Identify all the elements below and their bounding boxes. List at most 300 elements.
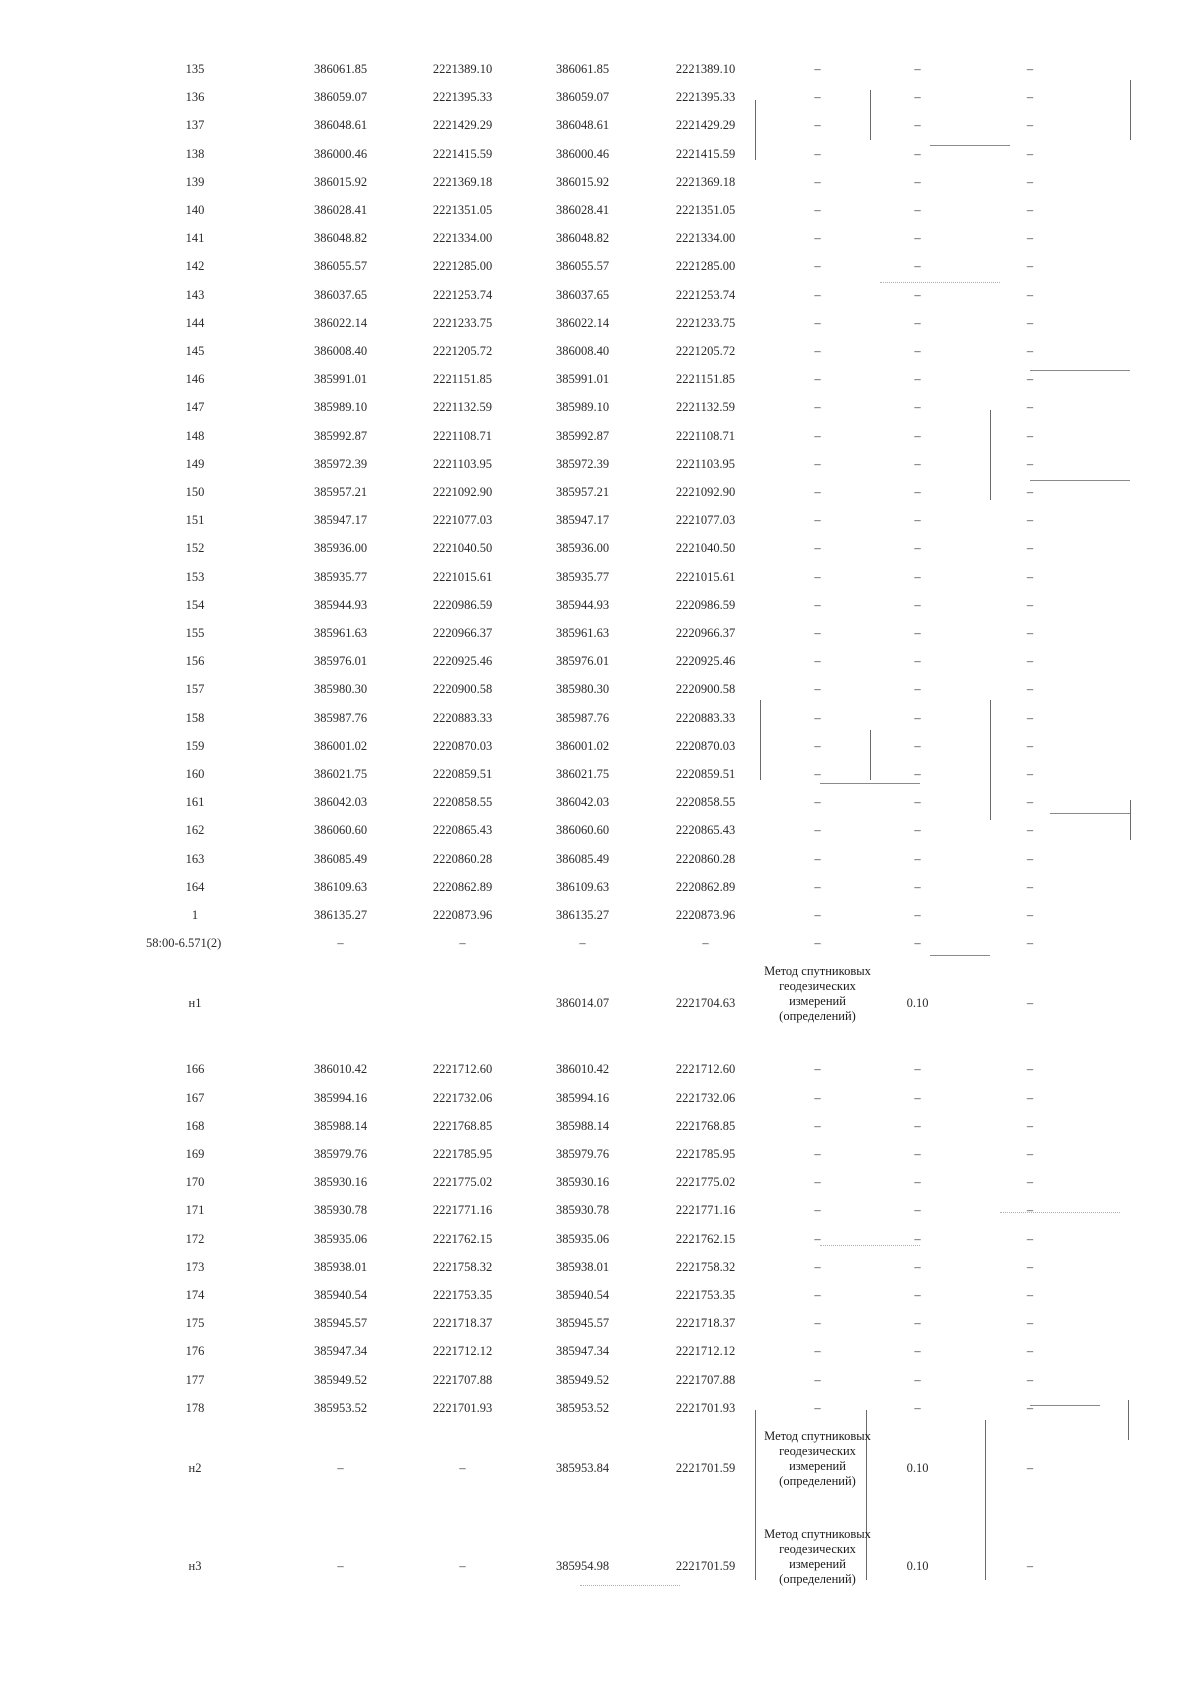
cell-y-existing: 2221718.37	[432, 1316, 493, 1331]
cell-y-new: 2221415.59	[675, 146, 736, 161]
cell-x-new: 385930.78	[555, 1203, 610, 1218]
cell-x-new: 385979.76	[555, 1147, 610, 1161]
cell-method: –	[814, 203, 821, 217]
table-row	[0, 1232, 1200, 1252]
table-row	[0, 570, 1200, 590]
cell-point-number: 58:00-6.571(2)	[146, 936, 222, 951]
cell-x-new: 386059.07	[555, 90, 610, 105]
cell-x-existing: 385972.39	[313, 456, 368, 471]
cell-y-new: 2221758.32	[675, 1259, 736, 1274]
cell-accuracy: –	[914, 372, 921, 387]
cell-description: –	[1026, 485, 1034, 499]
cell-point-number: н1	[188, 996, 202, 1011]
cell-x-existing: 386048.61	[313, 118, 368, 133]
cell-accuracy: –	[914, 146, 921, 161]
cell-x-new: 386037.65	[555, 287, 610, 302]
cell-point-number: 149	[185, 456, 205, 471]
cell-x-existing: 386037.65	[313, 287, 368, 302]
cell-accuracy: –	[914, 597, 921, 612]
cell-accuracy: –	[914, 851, 921, 866]
cell-x-existing: 385979.76	[313, 1147, 368, 1161]
cell-description: –	[1026, 996, 1034, 1011]
cell-point-number: 135	[185, 62, 205, 76]
cell-description: –	[1026, 851, 1034, 866]
cell-x-existing: 386010.42	[313, 1062, 368, 1077]
cell-description: –	[1026, 1175, 1034, 1190]
cell-method: –	[814, 1316, 821, 1331]
cell-accuracy: –	[914, 259, 921, 274]
cell-y-existing: 2221732.06	[432, 1090, 493, 1105]
cell-y-existing: 2221369.18	[432, 174, 493, 189]
cell-x-new: 385992.87	[555, 428, 610, 443]
cell-accuracy: –	[914, 231, 921, 246]
cell-y-new: 2221732.06	[675, 1090, 736, 1105]
table-row	[0, 288, 1200, 308]
cell-x-new: 386015.92	[555, 174, 610, 189]
cell-accuracy: –	[914, 654, 921, 669]
cell-point-number: 157	[185, 682, 205, 697]
cell-accuracy: –	[914, 1203, 921, 1218]
cell-y-new: 2221429.29	[675, 118, 736, 133]
cell-accuracy: –	[914, 90, 921, 105]
table-row	[0, 372, 1200, 392]
cell-point-number: 156	[185, 654, 205, 669]
cell-description: –	[1026, 62, 1034, 76]
cell-description: –	[1026, 541, 1034, 556]
cell-y-existing: 2221233.75	[432, 315, 493, 330]
cell-y-new: 2220900.58	[675, 682, 736, 697]
cell-y-new: 2221718.37	[675, 1316, 736, 1331]
cell-y-existing: 2221334.00	[432, 231, 493, 246]
cell-y-existing: 2220865.43	[432, 823, 493, 838]
cell-accuracy: –	[914, 541, 921, 556]
cell-y-new: 2221712.60	[675, 1062, 736, 1077]
cell-x-existing: 385936.00	[313, 541, 368, 556]
cell-y-existing: 2221775.02	[432, 1175, 493, 1190]
cell-accuracy: –	[914, 823, 921, 838]
cell-y-existing: 2221707.88	[432, 1372, 493, 1387]
cell-accuracy: –	[914, 1090, 921, 1105]
cell-point-number: 152	[185, 541, 205, 556]
cell-x-new: 385953.84	[555, 1461, 610, 1475]
cell-x-new: 386042.03	[555, 795, 610, 810]
cell-x-new: 386085.49	[555, 851, 610, 866]
cell-point-number: 166	[185, 1062, 205, 1077]
cell-point-number: 145	[185, 344, 205, 358]
cell-x-existing: 385940.54	[313, 1288, 368, 1302]
cell-description: –	[1026, 1288, 1034, 1302]
table-row	[0, 1288, 1200, 1308]
table-row	[0, 1316, 1200, 1336]
cell-x-existing: 386022.14	[313, 315, 368, 330]
table-row	[0, 1527, 1200, 1617]
table-row	[0, 1429, 1200, 1519]
cell-y-new: 2220858.55	[675, 795, 736, 810]
cell-x-existing: 385953.52	[313, 1400, 368, 1415]
cell-x-new: 386021.75	[555, 767, 610, 781]
cell-y-new: 2220925.46	[675, 654, 736, 669]
table-row	[0, 1175, 1200, 1195]
cell-x-new: 386014.07	[555, 996, 610, 1011]
cell-description: –	[1026, 936, 1034, 951]
scan-line	[880, 282, 1000, 284]
cell-y-new: 2221707.88	[675, 1372, 736, 1387]
cell-y-existing: 2220858.55	[432, 795, 493, 810]
cell-y-new: 2220883.33	[675, 710, 736, 725]
cell-description: –	[1026, 400, 1034, 415]
cell-accuracy: –	[914, 767, 921, 781]
cell-accuracy: –	[914, 344, 921, 358]
cell-y-existing: 2221205.72	[432, 344, 493, 358]
table-row	[0, 231, 1200, 251]
cell-method: –	[814, 851, 821, 866]
cell-x-existing: 386028.41	[313, 203, 368, 217]
cell-x-new: 386022.14	[555, 315, 610, 330]
cell-x-existing: 386001.02	[313, 738, 368, 753]
cell-method: –	[814, 682, 821, 697]
table-row	[0, 118, 1200, 138]
cell-accuracy: –	[914, 936, 921, 951]
cell-method: –	[814, 1203, 821, 1218]
cell-x-existing: 385949.52	[313, 1372, 368, 1387]
cell-point-number: 164	[185, 879, 205, 894]
cell-description: –	[1026, 259, 1034, 274]
table-row	[0, 908, 1200, 928]
cell-point-number: 140	[185, 203, 205, 217]
cell-point-number: 148	[185, 428, 205, 443]
cell-accuracy: –	[914, 1344, 921, 1359]
cell-point-number: 1	[191, 908, 199, 922]
cell-point-number: 138	[185, 146, 205, 161]
cell-description: –	[1026, 1559, 1034, 1573]
cell-y-new: 2221205.72	[675, 344, 736, 358]
cell-description: –	[1026, 1090, 1034, 1105]
cell-y-existing: 2221103.95	[433, 456, 492, 471]
cell-method: –	[814, 710, 821, 725]
cell-method: –	[814, 372, 821, 387]
cell-y-existing: 2221077.03	[432, 513, 493, 528]
cell-point-number: 154	[185, 597, 205, 612]
cell-y-new: 2221351.05	[675, 203, 736, 217]
cell-y-new: 2220862.89	[675, 879, 736, 894]
cell-y-new: 2220860.28	[675, 851, 736, 866]
table-row	[0, 344, 1200, 364]
cell-method: –	[814, 1372, 821, 1387]
cell-y-existing: 2220870.03	[432, 738, 493, 753]
cell-y-new: 2221762.15	[675, 1231, 736, 1246]
cell-accuracy: –	[914, 795, 921, 810]
cell-description: –	[1026, 1259, 1034, 1274]
cell-method: –	[814, 936, 821, 951]
cell-x-existing: 386055.57	[313, 259, 368, 274]
cell-point-number: н3	[188, 1559, 202, 1573]
cell-y-existing: 2221762.15	[432, 1231, 493, 1246]
cell-accuracy: –	[914, 1175, 921, 1190]
table-row	[0, 1260, 1200, 1280]
cell-point-number: 143	[185, 287, 205, 302]
cell-y-existing: 2221712.60	[432, 1062, 493, 1077]
cell-x-existing: 386048.82	[313, 231, 368, 246]
cell-method: –	[814, 315, 821, 330]
table-row	[0, 823, 1200, 843]
cell-y-existing: 2221040.50	[432, 541, 493, 556]
cell-x-existing: 386000.46	[313, 146, 368, 161]
cell-method: –	[814, 456, 821, 471]
cell-point-number: 172	[185, 1231, 205, 1246]
cell-method: –	[814, 428, 821, 443]
cell-method: –	[814, 908, 821, 922]
cell-method: –	[814, 344, 821, 358]
cell-y-new: 2221369.18	[675, 174, 736, 189]
cell-point-number: 142	[185, 259, 205, 274]
cell-x-new: 385972.39	[555, 456, 610, 471]
cell-x-new: 385989.10	[555, 400, 610, 415]
cell-x-existing: 385947.34	[313, 1344, 368, 1359]
cell-y-new: 2221712.12	[675, 1344, 736, 1359]
cell-y-new: 2221785.95	[675, 1147, 736, 1161]
cell-x-existing: 385930.16	[313, 1175, 368, 1190]
cell-x-new: –	[579, 936, 586, 951]
cell-y-new: 2221253.74	[675, 287, 736, 302]
cell-y-new: 2221701.93	[675, 1400, 736, 1415]
cell-description: –	[1026, 682, 1034, 697]
cell-description: –	[1026, 823, 1034, 838]
cell-y-new: 2220859.51	[675, 767, 736, 781]
cell-x-existing: 385987.76	[313, 710, 368, 725]
cell-x-new: 385936.00	[555, 541, 610, 556]
cell-accuracy: –	[914, 738, 921, 753]
cell-x-new: 385930.16	[555, 1175, 610, 1190]
cell-x-existing: 385991.01	[313, 372, 368, 387]
cell-y-new: 2220870.03	[675, 738, 736, 753]
cell-accuracy: 0.10	[906, 1461, 929, 1475]
cell-x-new: 385953.52	[555, 1400, 610, 1415]
cell-method: Метод спутниковых геодезических измерений (определений)	[764, 1527, 871, 1586]
cell-x-existing: 386015.92	[313, 174, 368, 189]
cell-method: –	[814, 1090, 821, 1105]
cell-accuracy: –	[914, 1147, 921, 1161]
cell-description: –	[1026, 287, 1034, 302]
cell-method: –	[814, 569, 821, 584]
cell-x-new: 385957.21	[555, 485, 610, 499]
cell-x-new: 385976.01	[555, 654, 610, 669]
cell-method: –	[814, 1062, 821, 1077]
cell-method: –	[814, 654, 821, 669]
cell-point-number: 155	[185, 626, 205, 640]
table-row	[0, 1401, 1200, 1421]
cell-point-number: 168	[185, 1118, 205, 1133]
cell-y-new: 2221077.03	[675, 513, 736, 528]
cell-accuracy: 0.10	[906, 1559, 929, 1573]
cell-point-number: 173	[185, 1259, 205, 1274]
cell-y-new: 2221092.90	[675, 485, 736, 499]
cell-x-existing: 386008.40	[313, 344, 368, 358]
cell-x-existing: 386021.75	[313, 767, 368, 781]
cell-accuracy: –	[914, 287, 921, 302]
cell-method: –	[814, 823, 821, 838]
cell-y-existing: 2220873.96	[432, 908, 493, 922]
scan-line	[1030, 370, 1130, 371]
cell-point-number: 147	[185, 400, 205, 415]
cell-y-new: 2221768.85	[675, 1118, 736, 1133]
cell-method: –	[814, 62, 821, 76]
cell-x-existing: 385980.30	[313, 682, 368, 697]
cell-description: –	[1026, 513, 1034, 528]
table-row	[0, 795, 1200, 815]
cell-x-existing: 385935.77	[313, 569, 368, 584]
cell-accuracy: –	[914, 1316, 921, 1331]
table-row	[0, 62, 1200, 82]
cell-accuracy: –	[914, 428, 921, 443]
cell-description: –	[1026, 1316, 1034, 1331]
cell-accuracy: –	[914, 513, 921, 528]
cell-y-existing: 2221701.93	[432, 1400, 493, 1415]
cell-x-existing: 385947.17	[313, 513, 368, 528]
cell-x-new: 385947.34	[555, 1344, 610, 1359]
cell-description: –	[1026, 1372, 1034, 1387]
cell-point-number: 167	[185, 1090, 205, 1105]
cell-point-number: 162	[185, 823, 205, 838]
cell-point-number: 151	[185, 513, 205, 528]
cell-x-new: 386055.57	[555, 259, 610, 274]
cell-y-existing: –	[459, 1559, 466, 1573]
table-row	[0, 1119, 1200, 1139]
cell-y-existing: 2221768.85	[432, 1118, 493, 1133]
table-row	[0, 400, 1200, 420]
cell-y-new: 2220873.96	[675, 908, 736, 922]
cell-method: –	[814, 174, 821, 189]
cell-x-new: 385938.01	[555, 1259, 610, 1274]
cell-x-new: 385949.52	[555, 1372, 610, 1387]
cell-description: –	[1026, 879, 1034, 894]
cell-accuracy: –	[914, 682, 921, 697]
cell-x-existing: 385988.14	[313, 1118, 368, 1133]
table-row	[0, 1373, 1200, 1393]
cell-y-new: 2221040.50	[675, 541, 736, 556]
cell-point-number: 178	[185, 1400, 205, 1415]
cell-x-new: 386048.82	[555, 231, 610, 246]
cell-x-existing: 385935.06	[313, 1231, 368, 1246]
cell-point-number: 144	[185, 315, 205, 330]
cell-description: –	[1026, 738, 1034, 753]
table-row	[0, 598, 1200, 618]
cell-x-new: 385980.30	[555, 682, 610, 697]
cell-method: –	[814, 767, 821, 781]
cell-y-new: 2221015.61	[675, 569, 736, 584]
cell-point-number: 153	[185, 569, 205, 584]
cell-y-new: 2221285.00	[675, 259, 736, 274]
cell-y-existing: 2221285.00	[432, 259, 493, 274]
table-row	[0, 457, 1200, 477]
cell-description: –	[1026, 203, 1034, 217]
cell-method: –	[814, 795, 821, 810]
cell-description: –	[1026, 1400, 1034, 1415]
cell-y-new: 2221389.10	[675, 62, 736, 76]
cell-description: –	[1026, 626, 1034, 640]
table-row	[0, 682, 1200, 702]
cell-description: –	[1026, 428, 1034, 443]
cell-description: –	[1026, 767, 1034, 781]
cell-x-new: 385994.16	[555, 1090, 610, 1105]
cell-x-existing: 385976.01	[313, 654, 368, 669]
cell-x-new: 386060.60	[555, 823, 610, 838]
cell-method: –	[814, 1288, 821, 1302]
cell-description: –	[1026, 569, 1034, 584]
cell-x-new: 385954.98	[555, 1559, 610, 1573]
cell-point-number: 169	[185, 1147, 205, 1161]
cell-accuracy: –	[914, 1372, 921, 1387]
cell-description: –	[1026, 118, 1034, 133]
cell-method: –	[814, 1400, 821, 1415]
cell-method: –	[814, 597, 821, 612]
cell-description: –	[1026, 456, 1034, 471]
cell-point-number: 170	[185, 1175, 205, 1190]
cell-x-existing: 385938.01	[313, 1259, 368, 1274]
cell-y-existing: 2221015.61	[432, 569, 493, 584]
cell-point-number: 150	[185, 485, 205, 499]
cell-point-number: 136	[185, 90, 205, 105]
cell-accuracy: –	[914, 1400, 921, 1415]
cell-y-existing: 2221151.85	[433, 372, 492, 387]
cell-description: –	[1026, 1203, 1034, 1218]
cell-accuracy: –	[914, 1231, 921, 1246]
table-row	[0, 767, 1200, 787]
cell-y-new: 2221103.95	[676, 456, 735, 471]
cell-accuracy: –	[914, 62, 921, 76]
table-row	[0, 739, 1200, 759]
cell-accuracy: –	[914, 879, 921, 894]
cell-accuracy: –	[914, 710, 921, 725]
cell-description: –	[1026, 1231, 1034, 1246]
cell-x-new: 386000.46	[555, 146, 610, 161]
cell-y-existing: 2221771.16	[432, 1203, 493, 1218]
cell-x-new: 385947.17	[555, 513, 610, 528]
cell-method: –	[814, 738, 821, 753]
cell-y-existing: 2220966.37	[432, 626, 493, 640]
cell-y-existing: 2221785.95	[432, 1147, 493, 1161]
cell-method: –	[814, 146, 821, 161]
cell-x-existing: 386042.03	[313, 795, 368, 810]
cell-method: –	[814, 879, 821, 894]
cell-method: –	[814, 1147, 821, 1161]
cell-y-existing: 2220860.28	[432, 851, 493, 866]
table-row	[0, 485, 1200, 505]
cell-x-existing: –	[337, 936, 344, 951]
cell-method: –	[814, 400, 821, 415]
table-row	[0, 429, 1200, 449]
cell-accuracy: 0.10	[906, 996, 929, 1011]
cell-description: –	[1026, 146, 1034, 161]
cell-point-number: н2	[188, 1461, 202, 1475]
cell-description: –	[1026, 795, 1034, 810]
cell-x-existing: 386061.85	[313, 62, 368, 76]
cell-method: –	[814, 231, 821, 246]
cell-x-existing: 385994.16	[313, 1090, 368, 1105]
cell-y-new: 2221132.59	[676, 400, 735, 415]
cell-description: –	[1026, 315, 1034, 330]
cell-description: –	[1026, 174, 1034, 189]
cell-x-new: 386135.27	[555, 908, 610, 922]
cell-point-number: 159	[185, 738, 205, 753]
cell-description: –	[1026, 908, 1034, 922]
cell-y-existing: 2221753.35	[432, 1288, 493, 1302]
table-row	[0, 316, 1200, 336]
cell-accuracy: –	[914, 569, 921, 584]
cell-y-new: 2221108.71	[676, 428, 735, 443]
cell-x-new: 385961.63	[555, 626, 610, 640]
cell-method: –	[814, 90, 821, 105]
table-row	[0, 654, 1200, 674]
